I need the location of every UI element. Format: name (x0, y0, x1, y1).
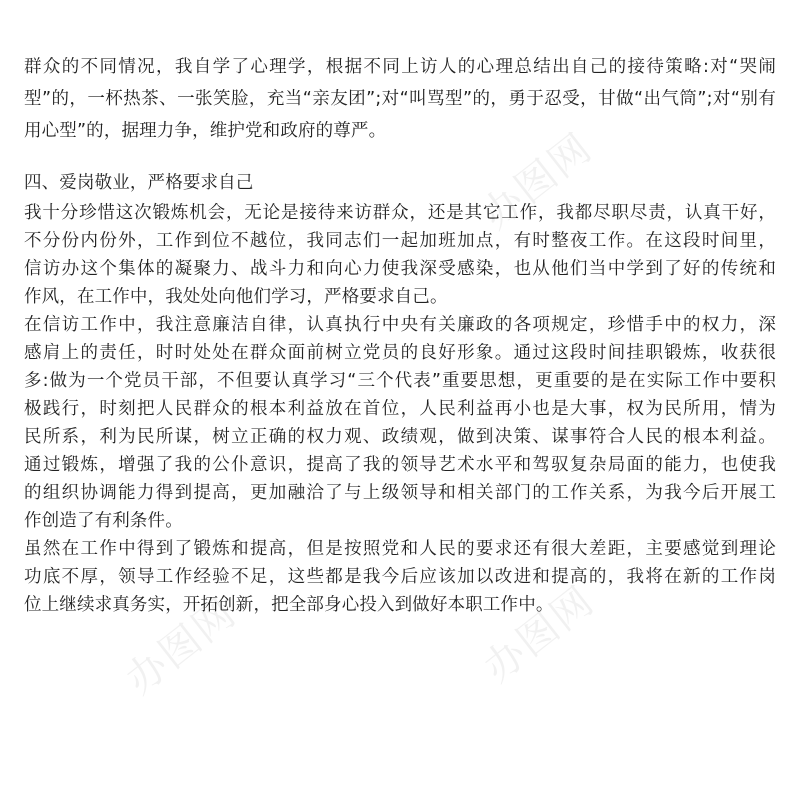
text-line: 作创造了有利条件。 (24, 511, 183, 531)
text-line: 极践行，时刻把人民群众的根本利益放在首位，人民利益再小也是大事，权为民所用，情为 (24, 399, 776, 419)
text-line: 型”的，一杯热茶、一张笑脸，充当“亲友团”;对“叫骂型”的，勇于忍受，甘做“出气筒”;对“别有 (24, 89, 776, 109)
text-line: 通过锻炼，增强了我的公仆意识，提高了我的领导艺术水平和驾驭复杂局面的能力，也使我 (24, 455, 776, 475)
text-line: 作风，在工作中，我处处向他们学习，严格要求自己。 (24, 287, 448, 307)
text-line: 的组织协调能力得到提高，更加融洽了与上级领导和相关部门的工作关系，为我今后开展工 (24, 483, 776, 503)
section-heading: 四、爱岗敬业，严格要求自己 (24, 173, 254, 193)
text-line: 信访办这个集体的凝聚力、战斗力和向心力使我深受感染，也从他们当中学到了好的传统和 (24, 259, 776, 279)
text-line: 在信访工作中，我注意廉洁自律，认真执行中央有关廉政的各项规定，珍惜手中的权力，深 (24, 315, 776, 335)
text-line: 多:做为一个党员干部，不但要认真学习“三个代表”重要思想，更重要的是在实际工作中要积 (24, 371, 776, 391)
watermark-bottom-right: 办图网 (475, 577, 604, 692)
text-line: 虽然在工作中得到了锻炼和提高，但是按照党和人民的要求还有很大差距，主要感觉到理论 (24, 539, 776, 559)
text-line: 功底不厚，领导工作经验不足，这些都是我今后应该加以改进和提高的，我将在新的工作岗 (24, 567, 776, 587)
text-line: 民所系，利为民所谋，树立正确的权力观、政绩观，做到决策、谋事符合人民的根本利益。 (24, 427, 776, 447)
text-line: 位上继续求真务实，开拓创新，把全部身心投入到做好本职工作中。 (24, 595, 554, 615)
text-line: 不分份内份外，工作到位不越位，我同志们一起加班加点，有时整夜工作。在这段时间里， (24, 231, 776, 251)
watermark-top-right: 办图网 (473, 124, 602, 239)
text-line: 我十分珍惜这次锻炼机会，无论是接待来访群众，还是其它工作，我都尽职尽责，认真干好， (24, 203, 776, 223)
watermark-bottom-left: 办图网 (117, 589, 246, 704)
text-line: 群众的不同情况，我自学了心理学，根据不同上访人的心理总结出自己的接待策略:对“哭闹 (24, 57, 776, 77)
text-line: 感肩上的责任，时时处处在群众面前树立党员的良好形象。通过这段时间挂职锻炼，收获很 (24, 343, 776, 363)
text-line: 用心型”的，据理力争，维护党和政府的尊严。 (24, 121, 387, 141)
